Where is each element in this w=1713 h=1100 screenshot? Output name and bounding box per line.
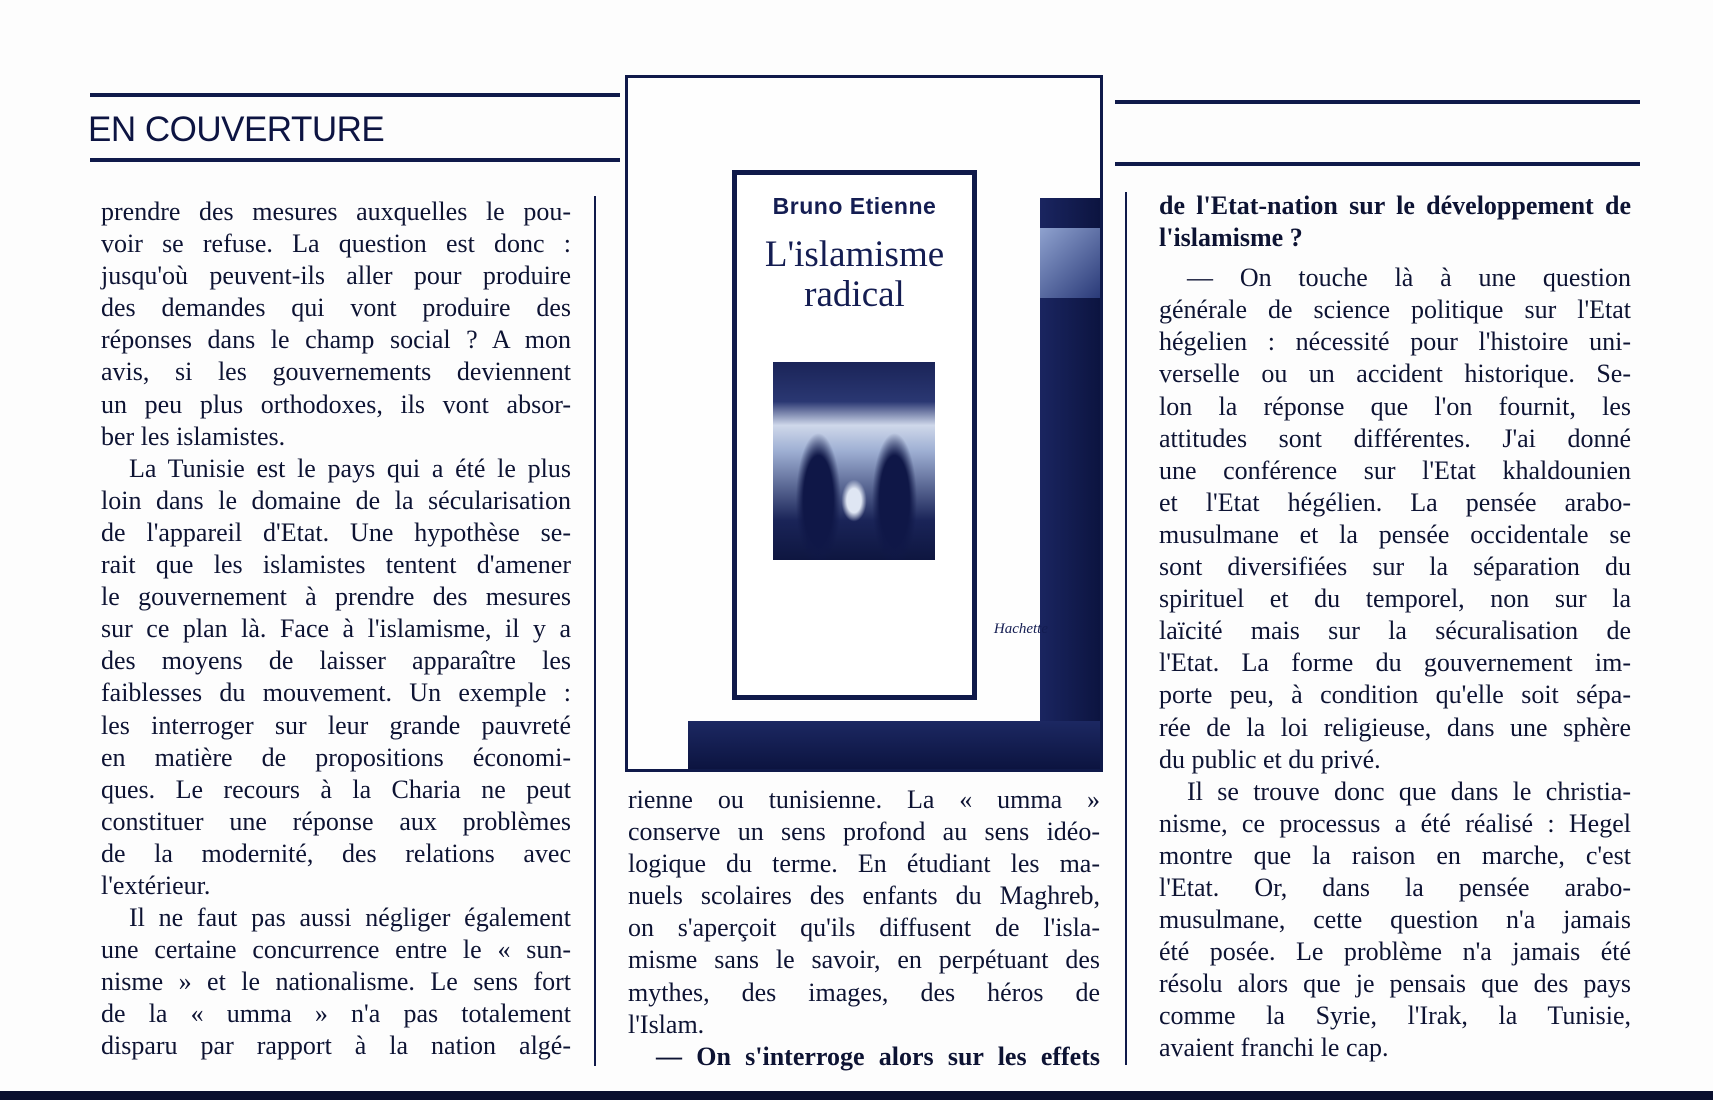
book-title-line1: L'islamisme [764,234,945,275]
text-line: de l'appareil d'Etat. Une hypothèse se- [101,517,571,547]
text-line: le gouvernement à prendre des mesures [101,582,571,612]
book-author: Bruno Etienne [772,193,937,219]
text-line: mythes, des images, des héros de [628,977,1100,1007]
bottom-rule [0,1091,1713,1100]
middle-column [628,784,1100,1073]
text-line: résolu alors que je pensais que des pays [1159,969,1631,999]
text-line: rienne ou tunisienne. La « umma » [628,785,1100,814]
header-top-rule-right [1115,100,1640,104]
text-line: sont diversifiées sur la séparation du [1159,552,1631,582]
text-line: rée de la loi religieuse, dans une sphère [1159,712,1631,742]
header-bottom-rule-right [1115,162,1640,166]
text-line: avis, si les gouvernements deviennent [101,357,571,387]
text-line: ber les islamistes. [101,421,286,451]
text-line: l'extérieur. [101,870,211,900]
photo-shadow-bottom [688,721,1100,769]
book-cover-photo [625,75,1103,772]
text-line: logique du terme. En étudiant les ma- [628,849,1100,879]
text-line: l'Etat. La forme du gouvernement im- [1159,648,1631,678]
book-title-line2: radical [804,274,905,315]
text-line: des demandes qui vont produire des [101,293,571,323]
text-line: loin dans le domaine de la sécularisation [101,485,571,515]
interview-question: — On s'interroge alors sur les effets [656,1041,1100,1071]
text-line: verselle ou un accident historique. Se- [1159,359,1631,389]
text-line: spirituel et du temporel, non sur la [1159,584,1631,614]
text-line: nisme » et le nationalisme. Le sens fort [101,967,571,997]
text-line: une conférence sur l'Etat khaldounien [1159,455,1631,485]
text-line: attitudes sont différentes. J'ai donné [1159,423,1631,453]
text-line: du public et du privé. [1159,744,1381,774]
text-line: prendre des mesures auxquelles le pou- [101,197,571,226]
text-line: jusqu'où peuvent-ils aller pour produire [101,261,571,291]
right-column [1159,190,1631,1065]
text-line: conserve un sens profond au sens idéo- [628,817,1100,847]
text-line: on s'aperçoit qu'ils diffusent de l'isla- [628,913,1100,943]
text-line: les interroger sur leur grande pauvreté [101,710,571,740]
text-line: sur ce plan là. Face à l'islamisme, il y a [101,614,571,644]
text-line: une certaine concurrence entre le « sun- [101,935,571,965]
text-line: en matière de propositions économi- [101,742,571,772]
text-line: nuels scolaires des enfants du Maghreb, [628,881,1100,911]
text-line: rait que les islamistes tentent d'amener [101,550,571,580]
book-publisher: Hachette [993,621,1048,637]
interview-question: l'islamisme ? [1159,223,1303,253]
text-line: constituer une réponse aux problèmes [101,806,571,836]
text-line: l'Etat. Or, dans la pensée arabo- [1159,872,1631,902]
text-line: Il ne faut pas aussi négliger également [129,903,571,933]
text-line: de la modernité, des relations avec [101,838,571,868]
text-line: avaient franchi le cap. [1159,1033,1389,1063]
text-line: nisme, ce processus a été réalisé : Hegel [1159,808,1631,838]
text-line: hégelien : nécessité pour l'histoire uni- [1159,327,1631,357]
text-line: musulmane et la pensée occidentale se [1159,519,1631,549]
text-line: faiblesses du mouvement. Un exemple : [101,678,571,708]
text-line: été posée. Le problème n'a jamais été [1159,937,1631,967]
photo-glare [1040,228,1100,298]
text-line: laïcité mais sur la sécuralisation de [1159,616,1631,646]
book-cover-image [773,362,935,560]
text-line: musulmane, cette question n'a jamais [1159,905,1631,935]
text-line: un peu plus orthodoxes, ils vont absor- [101,389,571,419]
text-line: — On touche là à une question [1187,263,1631,293]
book-title [737,235,972,315]
text-line: misme sans le savoir, en perpétuant des [628,945,1100,975]
header-bottom-rule-left [90,158,620,162]
text-line: ques. Le recours à la Charia ne peut [101,774,571,804]
section-title: EN COUVERTURE [88,110,385,149]
text-line: l'Islam. [628,1009,705,1039]
text-line: réponses dans le champ social ? A mon [101,325,571,355]
book-cover [732,170,977,700]
text-line: comme la Syrie, l'Irak, la Tunisie, [1159,1001,1631,1031]
text-line: générale de science politique sur l'Etat [1159,295,1631,325]
interview-question: de l'Etat-nation sur le développement de [1159,191,1631,220]
header-top-rule-left [90,93,620,97]
text-line: montre que la raison en marche, c'est [1159,840,1631,870]
text-line: lon la réponse que l'on fournit, les [1159,391,1631,421]
text-line: de la « umma » n'a pas totalement [101,999,571,1029]
text-line: voir se refuse. La question est donc : [101,229,571,259]
column-divider-left [594,196,596,1066]
text-line: des moyens de laisser apparaître les [101,646,571,676]
text-line: porte peu, à condition qu'elle soit sépa- [1159,680,1631,710]
text-line: disparu par rapport à la nation algé- [101,1031,571,1061]
text-line: et l'Etat hégélien. La pensée arabo- [1159,487,1631,517]
column-divider-right [1125,192,1127,1065]
text-line: La Tunisie est le pays qui a été le plus [129,453,571,483]
text-line: Il se trouve donc que dans le christia- [1187,776,1631,806]
left-column [101,196,571,1063]
